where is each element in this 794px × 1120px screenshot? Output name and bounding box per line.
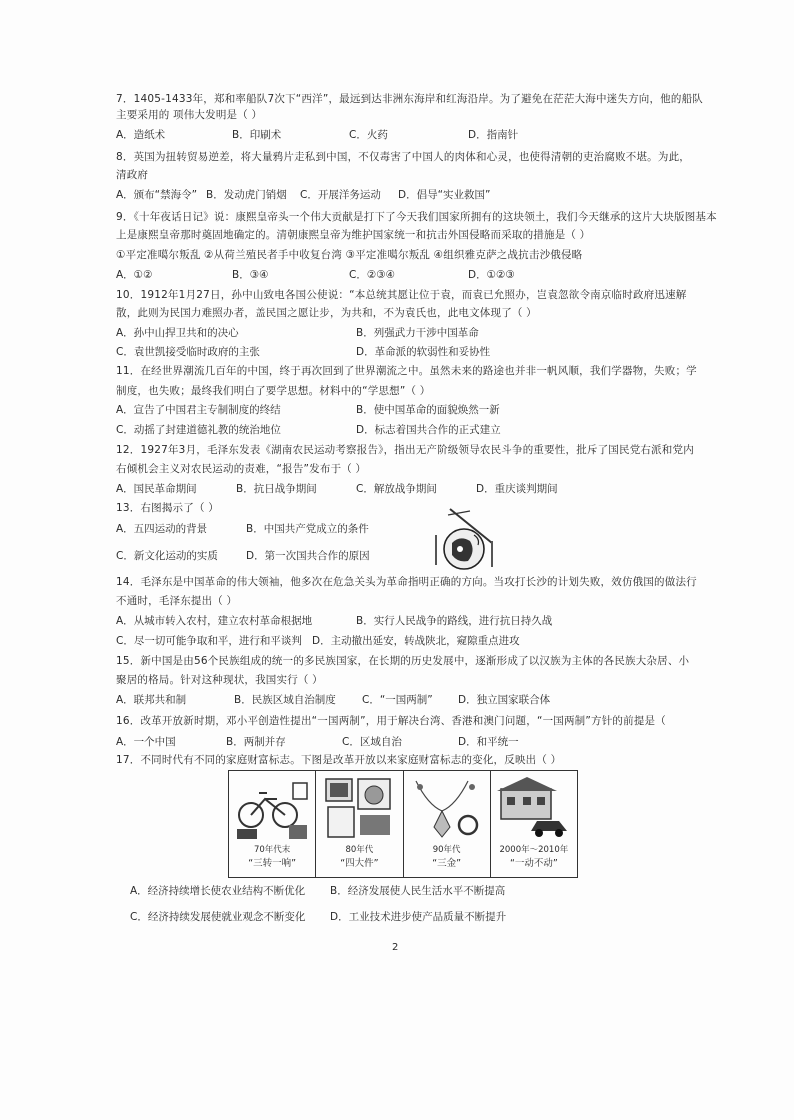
q9-option-d: D．①②③ bbox=[468, 269, 515, 281]
q15-line1: 15．新中国是由56个民族组成的统一的多民族国家，在长期的历史发展中，逐渐形成了以汉族为主体的各民族大杂居、小 bbox=[116, 655, 690, 667]
wealth-cell-90s bbox=[404, 771, 491, 877]
q17-line1: 17．不同时代有不同的家庭财富标志。下图是改革开放以来家庭财富标志的变化，反映出（ ） bbox=[116, 754, 562, 766]
q14-option-d: D．主动撤出延安，转战陕北，窥隙重点进攻 bbox=[312, 635, 520, 647]
q16-line1: 16．改革开放新时期，邓小平创造性提出“一国两制”，用于解决台湾、香港和澳门问题，“一国两制”方针的前提是（ bbox=[116, 715, 666, 727]
q15-option-c: C．“一国两制” bbox=[362, 694, 433, 706]
q12-line1: 12．1927年3月，毛泽东发表《湖南农民运动考察报告》，指出无产阶级领导农民斗争的重要性，批斥了国民党右派和党内 bbox=[116, 444, 694, 456]
q13-option-a: A．五四运动的背景 bbox=[116, 523, 208, 535]
q9-option-a: A．①② bbox=[116, 269, 153, 281]
wealth-cell-80s bbox=[316, 771, 403, 877]
wealth-cell-2000s bbox=[491, 771, 577, 877]
q16-option-b: B．两制并存 bbox=[226, 736, 286, 748]
wealth-name: “三转一响” bbox=[248, 858, 297, 869]
q8-line2: 清政府 bbox=[116, 169, 149, 181]
q7-option-d: D．指南针 bbox=[468, 129, 519, 141]
q17-option-b: B．经济发展使人民生活水平不断提高 bbox=[330, 885, 506, 897]
q11-option-a: A．宣告了中国君主专制制度的终结 bbox=[116, 404, 281, 416]
q7-option-c: C．火药 bbox=[349, 129, 388, 141]
q7-line2: 主要采用的 项伟大发明是（ ） bbox=[116, 109, 263, 121]
q12-option-b: B．抗日战争期间 bbox=[236, 483, 317, 495]
house-car-icon bbox=[495, 775, 573, 841]
q9-line1: 9．《十年夜话日记》说：康熙皇帝头一个伟大贡献是打下了今天我们国家所拥有的这块领土，我们今天继承的这片大块版图基本 bbox=[116, 211, 717, 223]
q12-option-a: A．国民革命期间 bbox=[116, 483, 197, 495]
era-label: 80年代 bbox=[345, 845, 374, 855]
q11-option-c: C．动摇了封建道德礼教的统治地位 bbox=[116, 424, 281, 436]
q16-option-a: A．一个中国 bbox=[116, 736, 176, 748]
q14-option-c: C．尽一切可能争取和平，进行和平谈判 bbox=[116, 635, 302, 647]
q13-option-d: D．第一次国共合作的原因 bbox=[246, 550, 370, 562]
q10-line2: 散，此则为民国力难照办者，盖民国之愿让步，为共和，不为袁氏也，此电文体现了（ ） bbox=[116, 307, 537, 319]
q10-option-b: B．列强武力干涉中国革命 bbox=[356, 327, 479, 339]
q8-line1: 8．英国为扭转贸易逆差，将大量鸦片走私到中国，不仅毒害了中国人的肉体和心灵，也使得清朝的吏治腐败不堪。为此， bbox=[116, 151, 690, 163]
q13-option-c: C．新文化运动的实质 bbox=[116, 550, 218, 562]
q17-option-c: C．经济持续发展使就业观念不断变化 bbox=[130, 911, 306, 923]
q9-line2: 上是康熙皇帝那时奠固地确定的。清朝康熙皇帝为维护国家统一和抗击外国侵略而采取的措施是（ ） bbox=[116, 229, 591, 241]
appliances-icon bbox=[320, 775, 398, 841]
q7-option-b: B．印刷术 bbox=[232, 129, 282, 141]
q15-option-a: A．联邦共和制 bbox=[116, 694, 187, 706]
q10-line1: 10．1912年1月27日，孙中山致电各国公使说：“本总统其愿让位于袁，而袁已允照办，岂袁忽欲令南京临时政府迅速解 bbox=[116, 289, 687, 301]
wealth-name: “一动不动” bbox=[509, 858, 558, 869]
q15-line2: 聚居的格局。针对这种现状，我国实行（ ） bbox=[116, 674, 323, 686]
q8-option-d: D．倡导“实业救国” bbox=[398, 189, 491, 201]
q10-option-d: D．革命派的软弱性和妥协性 bbox=[356, 346, 491, 358]
q15-option-d: D．独立国家联合体 bbox=[458, 694, 551, 706]
q7-option-a: A．造纸术 bbox=[116, 129, 166, 141]
q7-line1: 7．1405-1433年，郑和率船队7次下“西洋”，最远到达非洲东海岸和红海沿岸。为了避免在茫茫大海中迷失方向，他的船队 bbox=[116, 93, 703, 105]
q11-line2: 制度，也失败；最终我们明白了要学思想。材料中的“学思想”（ ） bbox=[116, 385, 431, 397]
era-label: 70年代末 bbox=[253, 845, 291, 855]
page-number: 2 bbox=[392, 942, 399, 953]
wealth-symbols-figure bbox=[228, 770, 578, 878]
q13-cartoon-illustration bbox=[430, 505, 516, 573]
q16-option-d: D．和平统一 bbox=[458, 736, 519, 748]
q8-option-c: C．开展洋务运动 bbox=[300, 189, 381, 201]
q14-line2: 不通时，毛泽东提出（ ） bbox=[116, 595, 238, 607]
q17-option-a: A．经济持续增长使农业结构不断优化 bbox=[130, 885, 306, 897]
q12-option-c: C．解放战争期间 bbox=[356, 483, 437, 495]
q11-line1: 11．在经世界潮流几百年的中国，终于再次回到了世界潮流之中。虽然未来的路途也并非一帆风顺，我们学器物，失败；学 bbox=[116, 365, 697, 377]
bicycle-radio-icon bbox=[233, 775, 311, 841]
q12-option-d: D．重庆谈判期间 bbox=[476, 483, 558, 495]
q11-option-d: D．标志着国共合作的正式建立 bbox=[356, 424, 501, 436]
q12-line2: 右倾机会主义对农民运动的责难，“报告”发布于（ ） bbox=[116, 463, 367, 475]
wealth-name: “三金” bbox=[432, 858, 462, 869]
q13-option-b: B．中国共产党成立的条件 bbox=[246, 523, 369, 535]
q14-line1: 14．毛泽东是中国革命的伟大领袖，他多次在危急关头为革命指明正确的方向。当攻打长沙的计划失败，效仿俄国的做法行 bbox=[116, 576, 697, 588]
q14-option-a: A．从城市转入农村，建立农村革命根据地 bbox=[116, 615, 313, 627]
q8-option-a: A．颁布“禁海令” bbox=[116, 189, 198, 201]
q13-line1: 13．右图揭示了（ ） bbox=[116, 502, 219, 514]
era-label: 2000年～2010年 bbox=[499, 845, 569, 855]
q9-option-b: B．③④ bbox=[232, 269, 269, 281]
wealth-name: “四大件” bbox=[340, 858, 379, 869]
q8-option-b: B．发动虎门销烟 bbox=[206, 189, 287, 201]
era-label: 90年代 bbox=[432, 845, 461, 855]
gold-jewelry-icon bbox=[408, 775, 486, 841]
q11-option-b: B．使中国革命的面貌焕然一新 bbox=[356, 404, 500, 416]
q10-option-c: C．袁世凯接受临时政府的主张 bbox=[116, 346, 260, 358]
q9-line3: ①平定准噶尔叛乱 ②从荷兰殖民者手中收复台湾 ③平定准噶尔叛乱 ④组织雅克萨之战抗击沙俄侵略 bbox=[116, 249, 583, 261]
q14-option-b: B．实行人民战争的路线，进行抗日持久战 bbox=[356, 615, 553, 627]
q10-option-a: A．孙中山捍卫共和的决心 bbox=[116, 327, 239, 339]
q15-option-b: B．民族区域自治制度 bbox=[234, 694, 336, 706]
wealth-cell-70s bbox=[229, 771, 316, 877]
q9-option-c: C．②③④ bbox=[349, 269, 396, 281]
q17-option-d: D．工业技术进步使产品质量不断提升 bbox=[330, 911, 507, 923]
q16-option-c: C．区域自治 bbox=[342, 736, 402, 748]
